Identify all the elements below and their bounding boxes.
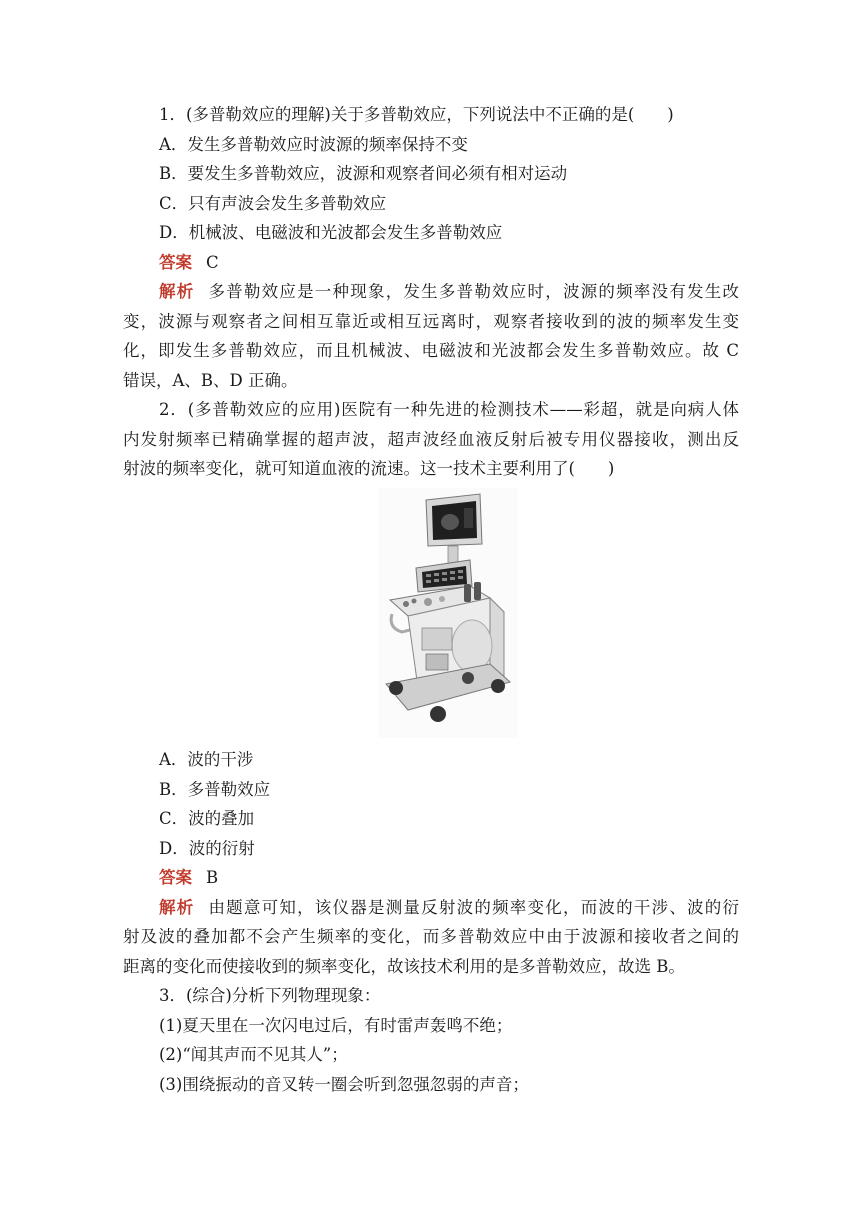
q2-stem-line-3: 射波的频率变化，就可知道血液的流速。这一技术主要利用了( ): [123, 459, 615, 478]
q1-option-a: A．发生多普勒效应时波源的频率保持不变: [159, 135, 468, 154]
q2-answer-label: 答案: [159, 868, 192, 887]
q2-option-c: C．波的叠加: [159, 809, 255, 828]
q2-analysis-line-3: 距离的变化而使接收到的频率变化，故该技术利用的是多普勒效应，故选 B。: [123, 957, 685, 976]
q3-stem: 3．(综合)分析下列物理现象：: [159, 986, 381, 1005]
q3-item-2: (2)“闻其声而不见其人”；: [159, 1045, 348, 1064]
q1-answer-value: C: [206, 253, 219, 272]
q1-analysis-line-3: 化，即发生多普勒效应，而且机械波、电磁波和光波都会发生多普勒效应。故 C: [123, 341, 739, 360]
q3-item-3: (3)围绕振动的音叉转一圈会听到忽强忽弱的声音；: [159, 1075, 529, 1094]
q1-analysis-line-2: 变，波源与观察者之间相互靠近或相互远离时，观察者接收到的波的频率发生变: [123, 312, 739, 331]
q1-analysis-line-4: 错误，A、B、D 正确。: [123, 371, 298, 390]
q2-stem-line-2: 内发射频率已精确掌握的超声波，超声波经血液反射后被专用仪器接收，测出反: [123, 430, 739, 449]
q1-analysis-label: 解析: [159, 282, 195, 301]
ultrasound-machine-image: [378, 488, 518, 738]
q2-option-a: A．波的干涉: [159, 750, 254, 769]
q1-analysis-text-1: 多普勒效应是一种现象，发生多普勒效应时，波源的频率没有发生改: [208, 282, 740, 301]
q2-analysis-text-1: 由题意可知，该仪器是测量反射波的频率变化，而波的干涉、波的衍: [208, 898, 740, 917]
q1-analysis-line-1: [159, 277, 739, 307]
q3-item-1: (1)夏天里在一次闪电过后，有时雷声轰鸣不绝；: [159, 1016, 513, 1035]
q1-answer-label: 答案: [159, 253, 192, 272]
q2-analysis-line-2: 射及波的叠加都不会产生频率的变化，而多普勒效应中由于波源和接收者之间的: [123, 927, 739, 946]
q2-option-b: B．多普勒效应: [159, 780, 271, 799]
q1-answer: [159, 248, 739, 278]
q1-option-b: B．要发生多普勒效应，波源和观察者间必须有相对运动: [159, 164, 568, 183]
q2-analysis-label: 解析: [159, 898, 195, 917]
q2-option-d: D．波的衍射: [159, 839, 255, 858]
q1-option-d: D．机械波、电磁波和光波都会发生多普勒效应: [159, 223, 503, 242]
q1-stem: 1．(多普勒效应的理解)关于多普勒效应，下列说法中不正确的是( ): [159, 105, 674, 124]
q1-option-c: C．只有声波会发生多普勒效应: [159, 194, 387, 213]
q2-answer-value: B: [206, 868, 219, 887]
q2-answer: [159, 863, 739, 893]
q2-stem-line-1: 2．(多普勒效应的应用)医院有一种先进的检测技术——彩超，就是向病人体: [159, 400, 739, 419]
q2-analysis-line-1: [159, 893, 739, 923]
